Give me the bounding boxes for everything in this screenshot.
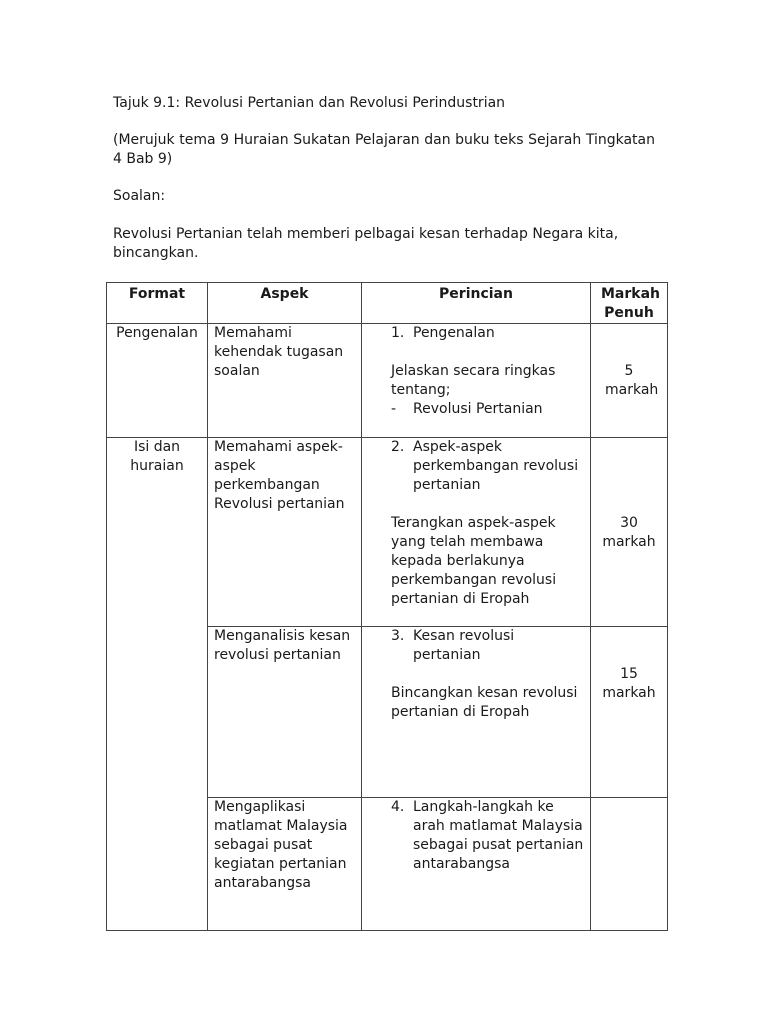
header-markah: Markah Penuh bbox=[591, 283, 668, 324]
item-title: Pengenalan bbox=[413, 325, 495, 341]
item-instruction: Jelaskan secara ringkas tentang; bbox=[391, 363, 556, 398]
item-instruction: Terangkan aspek-aspek yang telah membawa kepada berlakunya perkembangan revolusi pertanian di Eropah bbox=[391, 515, 557, 607]
perincian-cell bbox=[362, 324, 591, 438]
bullet-text: Revolusi Pertanian bbox=[413, 401, 543, 417]
item-title: Aspek-aspek perkembangan revolusi pertanian bbox=[413, 439, 579, 493]
item-title: Langkah-langkah ke arah matlamat Malaysia sebagai pusat pertanian antarabangsa bbox=[413, 799, 584, 872]
format-text: Isi dan huraian bbox=[130, 439, 184, 474]
perincian-cell bbox=[362, 798, 591, 931]
item-number: 2. bbox=[391, 439, 405, 455]
markah-value: 5 markah bbox=[605, 363, 659, 398]
item-number: 3. bbox=[391, 628, 405, 644]
table-row bbox=[107, 324, 668, 438]
question-label: Soalan: bbox=[113, 188, 166, 204]
markah-value: 30 markah bbox=[602, 515, 656, 550]
rubric-table bbox=[106, 282, 668, 931]
markah-cell bbox=[591, 798, 668, 931]
markah-cell bbox=[591, 627, 668, 798]
item-number: 4. bbox=[391, 799, 405, 815]
format-cell: Pengenalan bbox=[107, 324, 208, 438]
intro-note: (Merujuk tema 9 Huraian Sukatan Pelajaran dan buku teks Sejarah Tingkatan 4 Bab 9) bbox=[113, 132, 655, 167]
aspek-cell: Memahami aspek-aspek perkembangan Revolusi pertanian bbox=[208, 438, 362, 627]
item-number: 1. bbox=[391, 325, 405, 341]
perincian-cell bbox=[362, 438, 591, 627]
aspek-cell: Menganalisis kesan revolusi pertanian bbox=[208, 627, 362, 798]
item-title: Kesan revolusi pertanian bbox=[413, 628, 515, 663]
aspek-cell: Memahami kehendak tugasan soalan bbox=[208, 324, 362, 438]
format-cell bbox=[107, 438, 208, 931]
header-format: Format bbox=[107, 283, 208, 324]
header-perincian: Perincian bbox=[362, 283, 591, 324]
bullet-dash: - bbox=[391, 401, 397, 417]
table-header-row bbox=[107, 283, 668, 324]
question-text: Revolusi Pertanian telah memberi pelbagai kesan terhadap Negara kita, bincangkan. bbox=[113, 226, 619, 261]
table-row bbox=[107, 438, 668, 627]
header-aspek: Aspek bbox=[208, 283, 362, 324]
markah-cell bbox=[591, 324, 668, 438]
markah-value: 15 markah bbox=[602, 666, 656, 701]
aspek-cell: Mengaplikasi matlamat Malaysia sebagai pusat kegiatan pertanian antarabangsa bbox=[208, 798, 362, 931]
markah-cell bbox=[591, 438, 668, 627]
item-instruction: Bincangkan kesan revolusi pertanian di Eropah bbox=[391, 685, 578, 720]
page-title: Tajuk 9.1: Revolusi Pertanian dan Revolusi Perindustrian bbox=[113, 95, 506, 111]
perincian-cell bbox=[362, 627, 591, 798]
